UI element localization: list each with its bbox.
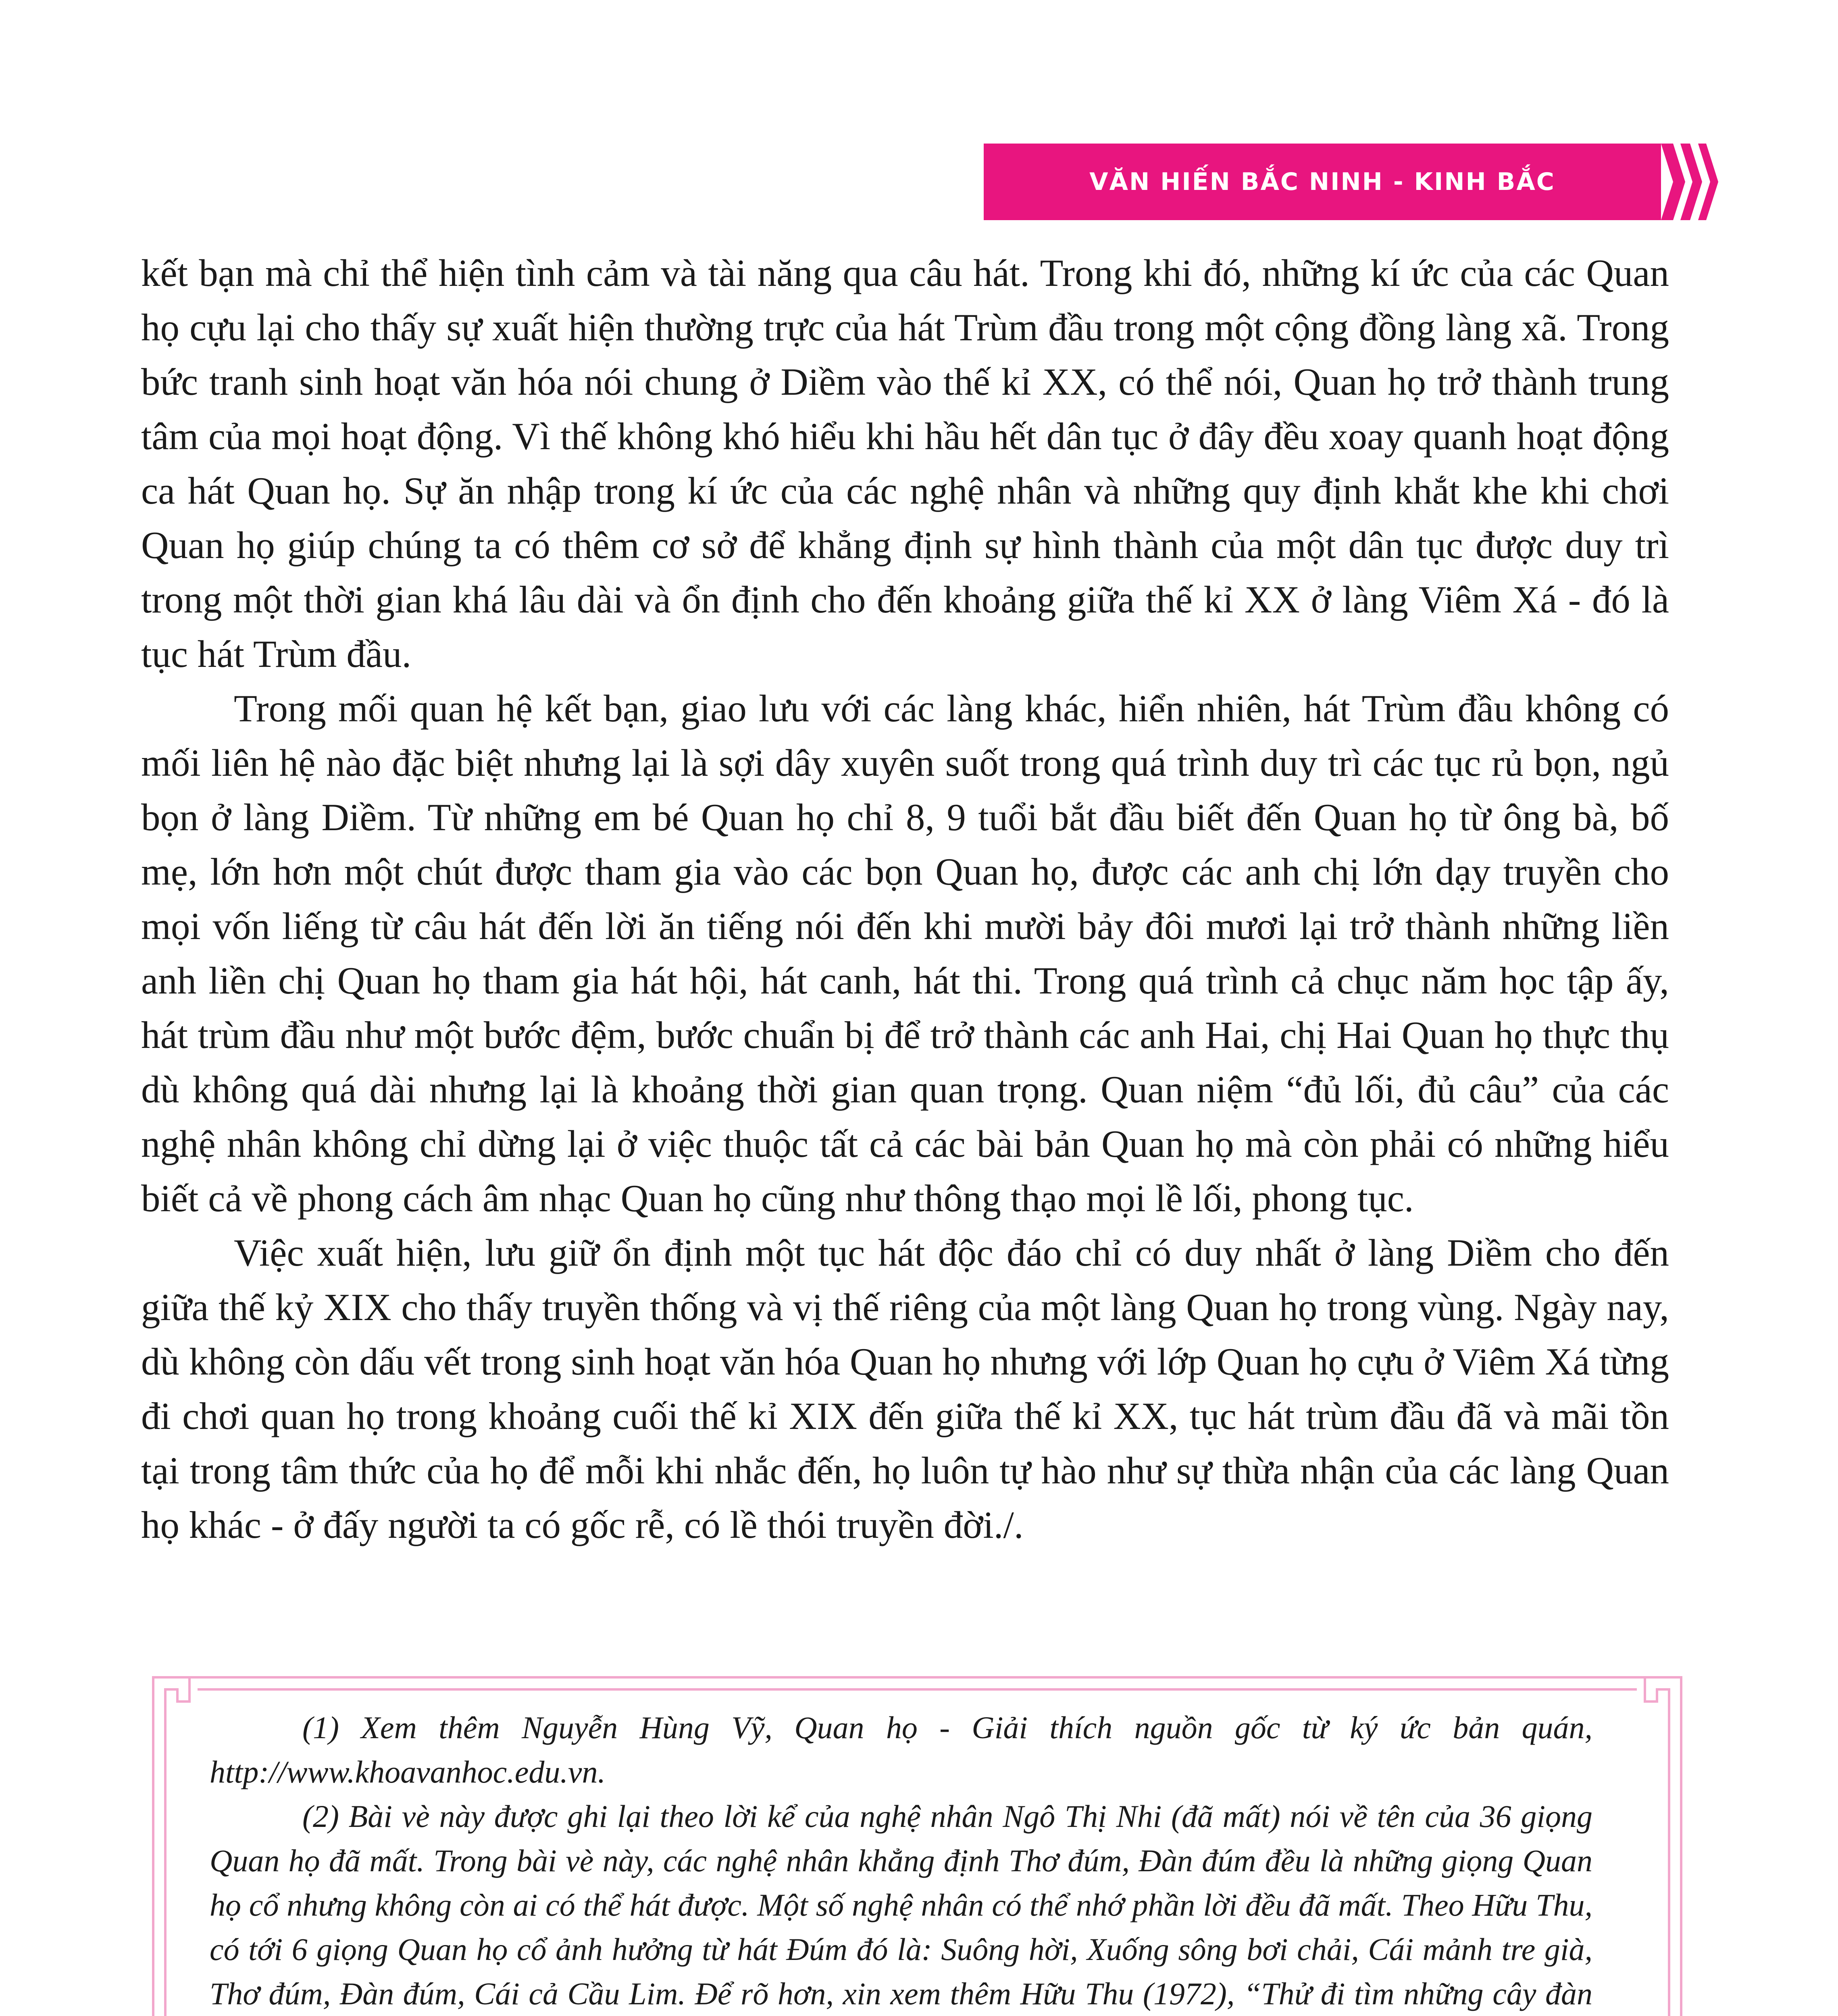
footnotes [210, 1706, 1592, 2016]
header-stripes-decoration [1661, 144, 1721, 220]
article-body [141, 246, 1669, 1552]
paragraph: kết bạn mà chỉ thể hiện tình cảm và tài năng qua câu hát. Trong khi đó, những kí ức của các Quan họ cựu lại cho thấy sự xuất hiện thường trực của hát Trùm đầu trong một cộng đồng làng xã. Trong bức tranh sinh hoạt văn hóa nói chung ở Diềm vào thế kỉ XX, có thể nói, Quan họ trở thành trung tâm của mọi hoạt động. Vì thế không khó hiểu khi hầu hết dân tục ở đây đều xoay quanh hoạt động ca hát Quan họ. Sự ăn nhập trong kí ức của các nghệ nhân và những quy định khắt khe khi chơi Quan họ giúp chúng ta có thêm cơ sở để khẳng định sự hình thành của một dân tục được duy trì trong một thời gian khá lâu dài và ổn định cho đến khoảng giữa thế kỉ XX ở làng Viêm Xá - đó là tục hát Trùm đầu. [141, 252, 1669, 675]
section-title: VĂN HIẾN BẮC NINH - KINH BẮC [1089, 168, 1555, 196]
paragraph: Trong mối quan hệ kết bạn, giao lưu với các làng khác, hiển nhiên, hát Trùm đầu không có mối liên hệ nào đặc biệt nhưng lại là sợi dây xuyên suốt trong quá trình duy trì các tục rủ bọn, ngủ bọn ở làng Diềm. Từ những em bé Quan họ chỉ 8, 9 tuổi bắt đầu biết đến Quan họ từ ông bà, bố mẹ, lớn hơn một chút được tham gia vào các bọn Quan họ, được các anh chị lớn dạy truyền cho mọi vốn liếng từ câu hát đến lời ăn tiếng nói đến khi mười bảy đôi mươi lại trở thành những liền anh liền chị Quan họ tham gia hát hội, hát canh, hát thi. Trong quá trình cả chục năm học tập ấy, hát trùm đầu như một bước đệm, bước chuẩn bị để trở thành các anh Hai, chị Hai Quan họ thực thụ dù không quá dài nhưng lại là khoảng thời gian quan trọng. Quan niệm “đủ lối, đủ câu” của các nghệ nhân không chỉ dừng lại ở việc thuộc tất cả các bài bản Quan họ mà còn phải có những hiểu biết cả về phong cách âm nhạc Quan họ cũng như thông thạo mọi lề lối, phong tục. [141, 687, 1669, 1220]
paragraph: Việc xuất hiện, lưu giữ ổn định một tục hát độc đáo chỉ có duy nhất ở làng Diềm cho đến giữa thế kỷ XIX cho thấy truyền thống và vị thế riêng của một làng Quan họ trong vùng. Ngày nay, dù không còn dấu vết trong sinh hoạt văn hóa Quan họ nhưng với lớp Quan họ cựu ở Viêm Xá từng đi chơi quan họ trong khoảng cuối thế kỉ XIX đến giữa thế kỉ XX, tục hát trùm đầu đã và mãi tồn tại trong tâm thức của họ để mỗi khi nhắc đến, họ luôn tự hào như sự thừa nhận của các làng Quan họ khác - ở đấy người ta có gốc rễ, có lề thói truyền đời./. [141, 1231, 1669, 1546]
footnote: (2) Bài vè này được ghi lại theo lời kể của nghệ nhân Ngô Thị Nhi (đã mất) nói về tên của 36 giọng Quan họ đã mất. Trong bài vè này, các nghệ nhân khẳng định Thơ đúm, Đàn đúm đều là những giọng Quan họ cổ nhưng không còn ai có thể hát được. Một số nghệ nhân có thể nhớ phần lời đều đã mất. Theo Hữu Thu, có tới 6 giọng Quan họ cổ ảnh hưởng từ hát Đúm đó là: Suông hời, Xuống sông bơi chải, Cái mảnh tre già, Thơ đúm, Đàn đúm, Cái cả Cầu Lim. Để rõ hơn, xin xem thêm Hữu Thu (1972), “Thử đi tìm những cây đàn [210, 1799, 1592, 2011]
section-header-band [984, 144, 1661, 220]
footnote: (1) Xem thêm Nguyễn Hùng Vỹ, Quan họ - Giải thích nguồn gốc từ ký ức bản quán, http://www.khoavanhoc.edu.vn. [210, 1710, 1592, 1789]
